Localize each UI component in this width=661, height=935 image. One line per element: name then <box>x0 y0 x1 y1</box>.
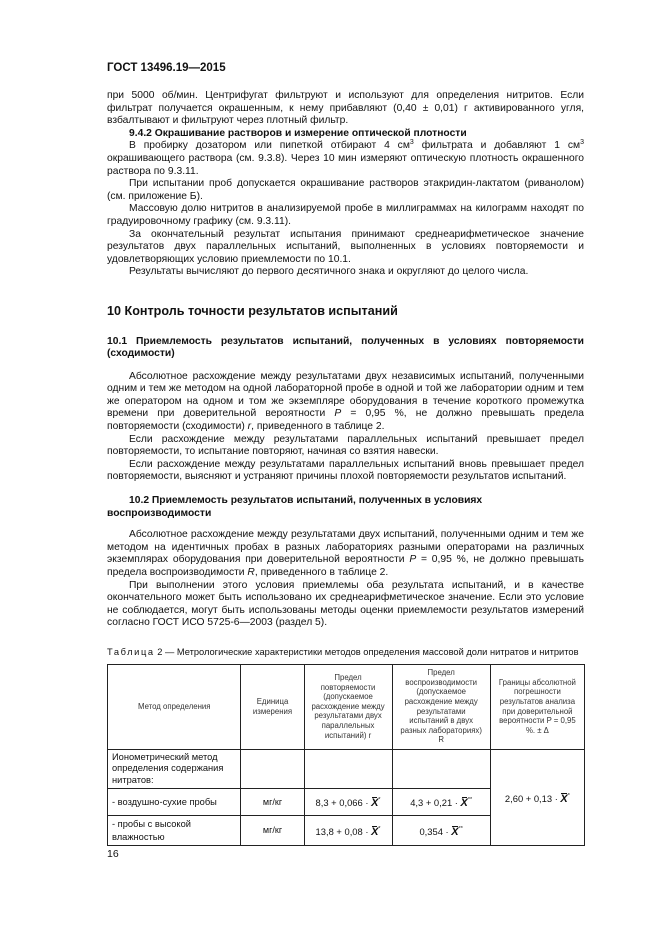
row-unit: мг/кг <box>241 816 304 846</box>
xbar-symbol: X <box>460 797 468 810</box>
table-header-row <box>108 664 585 749</box>
standard-code-header: ГОСТ 13496.19—2015 <box>107 62 226 74</box>
row-unit: мг/кг <box>241 789 304 816</box>
page-body <box>107 90 584 846</box>
row-method: - воздушно-сухие пробы <box>108 789 241 816</box>
group-title-cell: Ионометрический метод определения содержания нитратов: <box>108 749 241 789</box>
heading-9-4-2: 9.4.2 Окрашивание растворов и измерение оптической плотности <box>129 127 467 139</box>
row-R-value: 0,354 · X** <box>392 816 490 846</box>
header-reproducibility: Предел воспроизводимости (допускаемое расхождение между результатами испытаний в двух разных лабораториях) R <box>392 664 490 749</box>
row-method: - пробы с высокой влажностью <box>108 816 241 846</box>
xbar-symbol: X <box>371 797 379 810</box>
row-R-value: 4,3 + 0,21 · X** <box>392 789 490 816</box>
heading-section-10: 10 Контроль точности результатов испытаний <box>107 303 398 318</box>
table-2 <box>107 664 585 847</box>
paragraph-9-4-2-4: За окончательный результат испытания принимают среднеарифметическое значение результатов двух параллельных испытаний, выполненных в условиях повторяемости и удовлетворяющих условию приемлемости по 10.1. <box>107 228 584 265</box>
paragraph-10-1-3: Если расхождение между результатами параллельных испытаний вновь превышает предел повторяемости, выясняют и устраняют причины плохой повторяемости результатов испытаний. <box>107 458 584 483</box>
paragraph-9-4-2-2: При испытании проб допускается окрашивание растворов этакридин-лактатом (риванолом) (см. приложение Б). <box>107 178 584 202</box>
paragraph-9-4-2-3: Массовую долю нитритов в анализируемой пробе в миллиграммах на килограмм находят по градуировочному графику (см. 9.3.11). <box>107 203 584 227</box>
heading-10-1: 10.1 Приемлемость результатов испытаний, полученных в условиях повторяемости (сходимости) <box>107 335 584 360</box>
paragraph-10-1-1: Абсолютное расхождение между результатами двух независимых испытаний, полученными одним и тем же методом на одной лабораторной пробе в одной и той же лаборатории одним и тем же оператором на одном и том же экземпляре оборудования в течение короткого промежутка времени при доверительной вероятности P = 0,95 %, не должно превышать предела повторяемости (сходимости) r, приведенного в таблице 2. <box>107 370 585 433</box>
xbar-symbol: X <box>451 825 459 838</box>
paragraph-s9-tail: при 5000 об/мин. Центрифугат фильтруют и используют для определения нитритов. Если фильтрат получается окрашенным, к нему прибавляют (0,40 ± 0,01) г активированного угля, взбалтывают и фильтруют через плотный фильтр. <box>107 90 584 127</box>
paragraph-10-2-1: Абсолютное расхождение между результатами двух испытаний, полученными одним и тем же методом на идентичных пробах в разных лабораториях разными операторами на различных экземплярах оборудования при доверительной вероятности P = 0,95 %, не должно превышать предела воспроизводимости R, приведенного в таблице 2. <box>107 529 584 578</box>
paragraph-9-4-2-5: Результаты вычисляют до первого десятичного знака и округляют до целого числа. <box>129 266 529 278</box>
table-2-caption: Таблица 2 — Метрологические характеристики методов определения массовой доли нитратов и нитритов <box>107 646 579 657</box>
xbar-symbol: X <box>371 825 379 838</box>
row-r-value: 8,3 + 0,066 · X* <box>304 789 392 816</box>
header-error-bounds: Границы абсолютной погрешности результатов анализа при доверительной вероятности P = 0,95 %. ± Δ <box>490 664 584 749</box>
heading-10-2: 10.2 Приемлемость результатов испытаний, полученных в условиях воспроизводимости <box>107 495 483 519</box>
page-number: 16 <box>107 848 119 860</box>
header-repeatability: Предел повторяемости (допускаемое расхождение между результатами двух параллельных испытаний) r <box>304 664 392 749</box>
paragraph-10-1-2: Если расхождение между результатами параллельных испытаний превышает предел повторяемости, то испытание повторяют, начиная со взятия навески. <box>107 433 584 458</box>
table-row-group <box>108 749 585 789</box>
paragraph-9-4-2-1: В пробирку дозатором или пипеткой отбирают 4 $см^3$ фильтрата и добавляют 1 $см^3$ окрашивающего раствора (см. 9.3.8). Через 10 мин измеряют оптическую плотность окрашенного раствора по 9.3.11. <box>107 139 584 177</box>
delta-cell: 2,60 + 0,13 · X* <box>490 749 584 846</box>
header-method: Метод определения <box>108 664 241 749</box>
paragraph-10-2-2: При выполнении этого условия приемлемы оба результата испытаний, и в качестве окончательного может быть использовано их среднеарифметическое значение. Если это условие не соблюдается, могут быть использованы методы оценки приемлемости результатов измерений согласно ГОСТ ИСО 5725-6—2003 (раздел 5). <box>107 579 584 629</box>
header-unit: Единица измерения <box>241 664 304 749</box>
row-r-value: 13,8 + 0,08 · X* <box>304 816 392 846</box>
xbar-symbol: X <box>560 792 568 805</box>
